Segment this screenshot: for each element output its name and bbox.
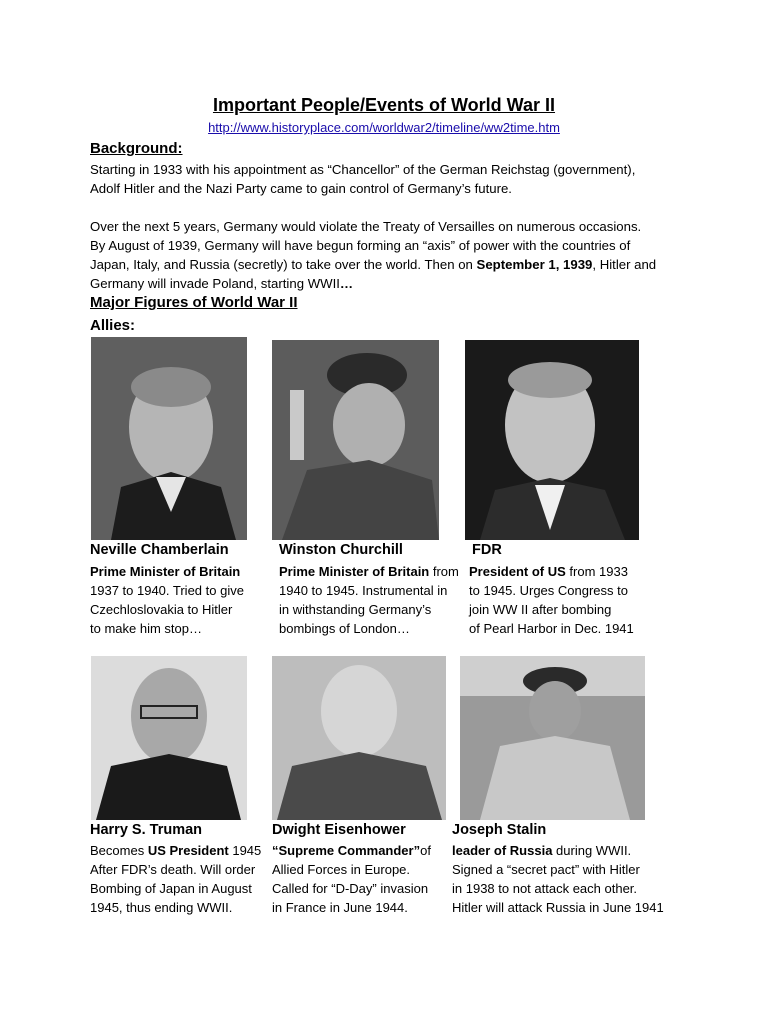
background-paragraph-2: Over the next 5 years, Germany would violate the Treaty of Versailles on numerous occasions. By August of 1939, Germany will have begun forming an “axis” of power with the countries of Japan, Italy, and Russia (secretly) to take over the world. Then on September 1, 1939, Hitler and Germany will invade Poland, starting WWII…	[90, 219, 657, 291]
figure-name-truman: Harry S. Truman	[90, 822, 203, 838]
figure-desc-chamberlain: Prime Minister of Britain 1937 to 1940. Tried to give Czechloslovakia to Hitler to make him stop…	[90, 564, 244, 636]
stalin-photo	[460, 656, 645, 820]
eisenhower-photo	[272, 656, 446, 820]
figure-desc-churchill: Prime Minister of Britain from 1940 to 1945. Instrumental in in withstanding Germany’s bombings of London…	[279, 564, 459, 636]
figure-name-stalin: Joseph Stalin	[452, 822, 547, 838]
truman-photo	[91, 656, 247, 820]
page-title: Important People/Events of World War II	[212, 95, 556, 115]
major-figures-heading: Major Figures of World War II	[90, 294, 298, 311]
figure-desc-fdr: President of US from 1933 to 1945. Urges Congress to join WW II after bombing of Pearl Harbor in Dec. 1941	[469, 564, 634, 636]
churchill-photo	[272, 340, 439, 540]
fdr-photo	[465, 340, 639, 540]
background-paragraph-1: Starting in 1933 with his appointment as “Chancellor” of the German Reichstag (government), Adolf Hitler and the Nazi Party came to gain control of Germany’s future.	[90, 162, 636, 196]
figure-desc-eisenhower: “Supreme Commander”of Allied Forces in Europe. Called for “D-Day” invasion in France in June 1944.	[272, 843, 431, 915]
allies-heading: Allies:	[90, 317, 136, 334]
figure-name-eisenhower: Dwight Eisenhower	[272, 822, 406, 838]
source-link[interactable]: http://www.historyplace.com/worldwar2/timeline/ww2time.htm	[208, 120, 560, 135]
chamberlain-photo	[91, 337, 247, 540]
figure-desc-stalin: leader of Russia during WWII. Signed a “secret pact” with Hitler in 1938 to not attack each other. Hitler will attack Russia in June 1941	[452, 843, 664, 915]
background-heading: Background:	[90, 140, 183, 157]
figure-desc-truman: Becomes US President 1945 After FDR’s death. Will order Bombing of Japan in August 1945, thus ending WWII.	[90, 843, 262, 915]
figure-name-fdr: FDR	[472, 542, 502, 558]
figure-name-chamberlain: Neville Chamberlain	[90, 542, 229, 558]
figure-name-churchill: Winston Churchill	[279, 542, 403, 558]
